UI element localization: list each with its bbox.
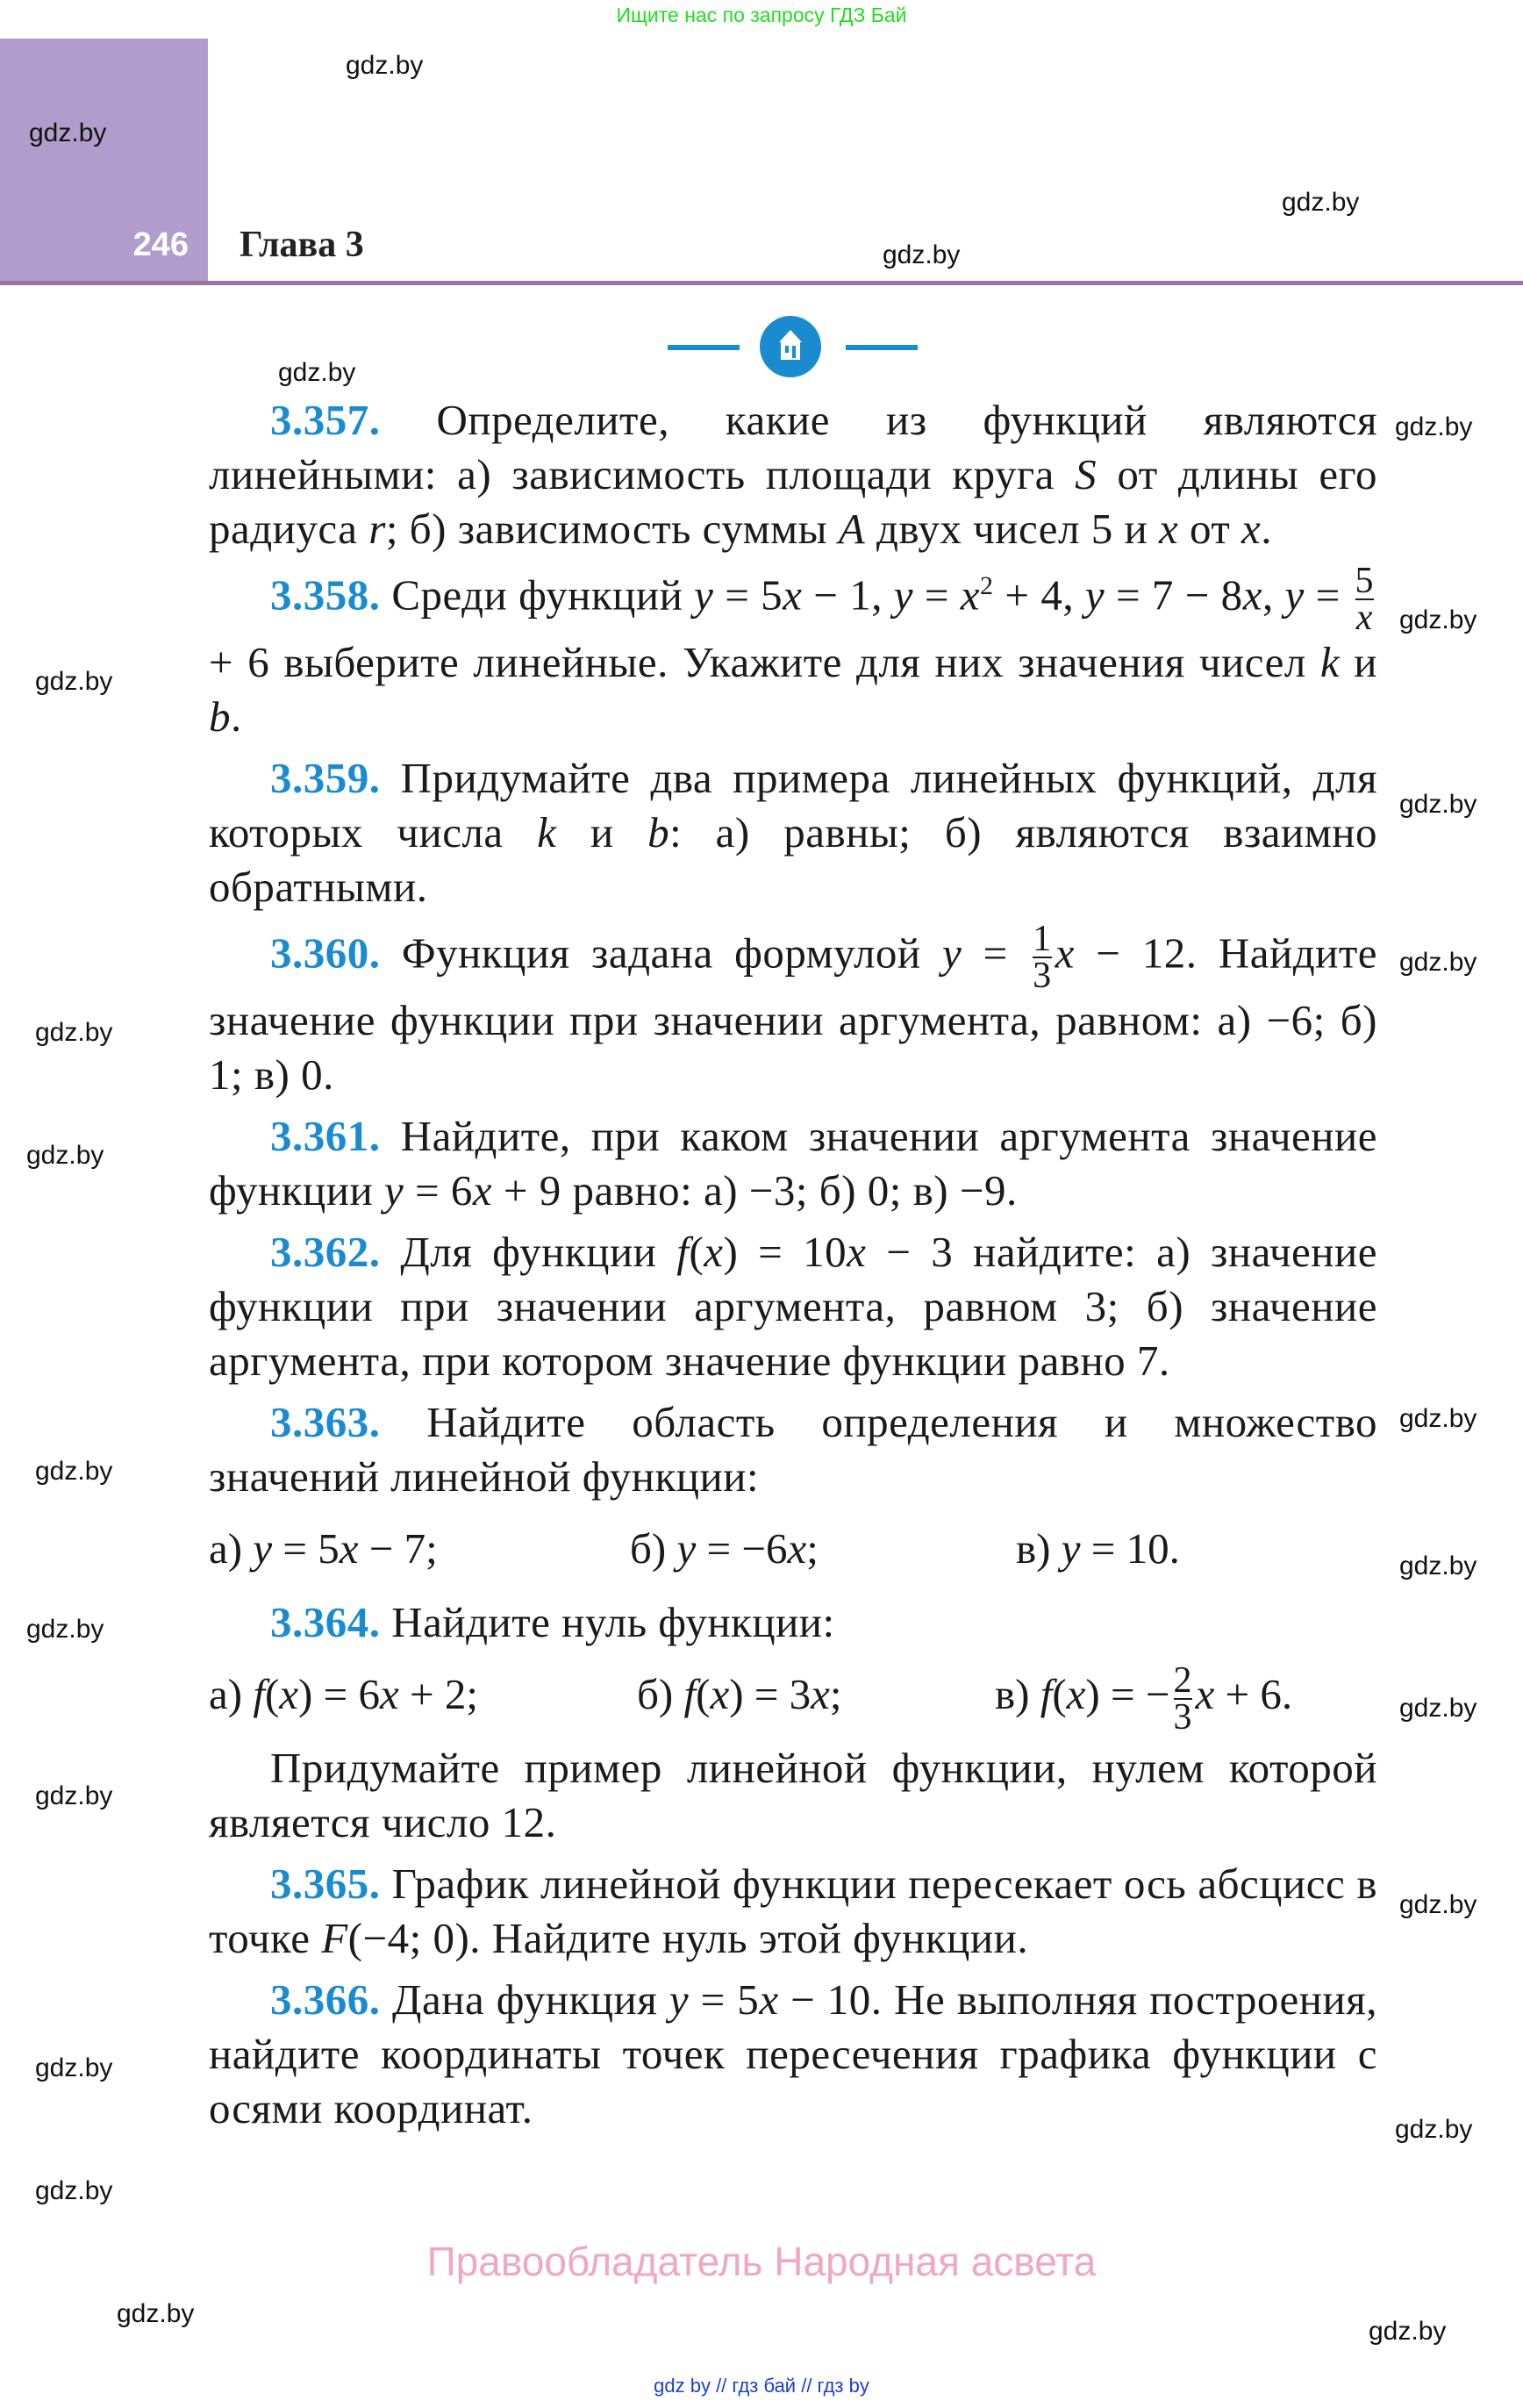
- text-run: − 3 найдите: а) значение функции при значении аргумента, равном 3; б) значение аргумента, при котором значение функции равно 7.: [209, 1228, 1378, 1385]
- text-run: (: [696, 1670, 711, 1718]
- text-run: б): [630, 1524, 677, 1573]
- text-run: + 9 равно: а) −3; б) 0; в) −9.: [492, 1166, 1018, 1215]
- exercise: [209, 1595, 1377, 1650]
- section-line-left: [668, 345, 740, 350]
- text-run: ) = 10: [723, 1228, 847, 1276]
- exercise-number: 3.361.: [270, 1112, 381, 1160]
- watermark: gdz.by: [35, 2053, 113, 2082]
- text-run: График линейной функции пересекает ось абсцисс в точке: [209, 1860, 1378, 1962]
- text-run: Для функции: [400, 1228, 677, 1276]
- exercise-number: 3.362.: [270, 1228, 381, 1276]
- math-variable: x: [847, 1228, 867, 1276]
- text-run: − 12. Найдите значение функции при значении аргумента, равном: а) −6; б) 1; в) 0.: [209, 928, 1378, 1099]
- text-run: б): [637, 1670, 684, 1718]
- exercise-extra: Придумайте пример линейной функции, нулем которой является число 12.: [209, 1744, 1377, 1846]
- exercise-number: 3.366.: [270, 1975, 381, 2024]
- math-variable: x: [379, 1670, 399, 1718]
- text-run: Найдите, при каком значении аргумента значение функции: [209, 1112, 1378, 1215]
- copyright-notice: Правообладатель Народная асвета: [426, 2239, 1097, 2284]
- home-icon: [760, 316, 821, 377]
- section-line-right: [846, 345, 918, 350]
- exercise-number: 3.364.: [270, 1598, 381, 1646]
- text-run: − 1,: [802, 570, 894, 620]
- math-variable: x: [1055, 928, 1075, 978]
- text-run: Среди функций: [391, 570, 695, 620]
- text-run: (: [689, 1228, 704, 1276]
- math-variable: f: [683, 1670, 697, 1718]
- math-variable: F: [321, 1914, 348, 1962]
- math-variable: y: [383, 1166, 404, 1215]
- math-variable: x: [811, 1670, 830, 1718]
- exercise-option: [637, 1657, 842, 1732]
- text-run: ;: [829, 1670, 842, 1718]
- text-run: + 6.: [1214, 1670, 1293, 1718]
- math-variable: x: [1242, 570, 1262, 620]
- fraction: [1173, 1659, 1192, 1738]
- math-variable: x: [1066, 1670, 1086, 1718]
- exercise-options: [209, 1511, 1377, 1587]
- text-run: Найдите область определения и множество значений линейной функции:: [209, 1398, 1378, 1501]
- fraction-numerator: 5: [1355, 561, 1375, 601]
- watermark: gdz.by: [1395, 412, 1473, 441]
- exercise: [209, 1973, 1377, 2136]
- text-run: (−4; 0). Найдите нуль этой функции.: [347, 1914, 1029, 1962]
- watermark: gdz.by: [1399, 1552, 1477, 1580]
- exercise-option: [630, 1511, 819, 1587]
- watermark: gdz.by: [35, 1018, 113, 1047]
- fraction: [1033, 919, 1052, 996]
- text-run: = 5: [689, 1975, 760, 2024]
- exercise-list: [209, 393, 1377, 2143]
- watermark: gdz.by: [35, 667, 113, 696]
- text-run: в): [995, 1670, 1040, 1718]
- watermark: gdz.by: [1399, 948, 1477, 977]
- math-variable: x: [279, 1670, 299, 1718]
- exercise-option: [209, 1657, 478, 1732]
- watermark: gdz.by: [26, 1615, 104, 1644]
- text-run: ) = 6: [298, 1670, 380, 1718]
- watermark: gdz.by: [346, 51, 424, 80]
- math-variable: x: [1195, 1670, 1215, 1718]
- text-run: .: [1261, 505, 1273, 553]
- text-run: : а) равны; б) являются взаимно обратными.: [209, 808, 1377, 911]
- math-variable: S: [1075, 450, 1098, 498]
- watermark: gdz.by: [35, 1781, 113, 1810]
- text-run: =: [962, 928, 1030, 978]
- exercise: [209, 1395, 1377, 1504]
- math-variable: k: [537, 808, 557, 856]
- text-run: = −6: [696, 1524, 788, 1573]
- watermark: gdz.by: [1399, 1404, 1477, 1433]
- text-run: .: [231, 692, 242, 741]
- math-variable: x: [787, 1524, 807, 1573]
- text-run: ) = −: [1085, 1670, 1170, 1718]
- exercise-number: 3.359.: [270, 754, 381, 802]
- text-run: = 5: [272, 1524, 340, 1573]
- text-run: Найдите нуль функции:: [391, 1598, 835, 1646]
- text-run: Придумайте два примера линейных функций, для которых числа: [209, 754, 1378, 856]
- text-run: ,: [1262, 570, 1285, 620]
- math-variable: y: [1084, 570, 1105, 620]
- text-run: от длины его радиуса: [209, 450, 1377, 553]
- watermark: gdz.by: [1369, 2317, 1447, 2346]
- math-variable: f: [676, 1228, 690, 1276]
- fraction-denominator: 3: [1173, 1696, 1192, 1738]
- watermark: gdz.by: [26, 1141, 104, 1170]
- fraction: [1355, 561, 1375, 638]
- math-variable: x: [759, 1975, 779, 2024]
- watermark: gdz.by: [1399, 790, 1477, 819]
- text-run: + 4,: [993, 570, 1085, 620]
- watermark: gdz.by: [1399, 606, 1477, 634]
- math-variable: y: [694, 570, 714, 620]
- text-run: =: [1304, 570, 1352, 620]
- text-run: = 7 − 8: [1105, 570, 1243, 620]
- text-run: − 10. Не выполняя построения, найдите координаты точек пересечения графика функции с осями координат.: [209, 1975, 1377, 2132]
- math-variable: x: [339, 1524, 359, 1573]
- math-variable: x: [472, 1166, 493, 1215]
- watermark: gdz.by: [117, 2299, 195, 2328]
- exercise: [209, 1857, 1377, 1966]
- text-run: = 5: [713, 570, 783, 620]
- footer-links[interactable]: gdz by // гдз бай // гдз by: [654, 2375, 869, 2397]
- text-run: (: [264, 1670, 280, 1718]
- exercise-option: [1016, 1511, 1180, 1587]
- math-variable: x: [960, 570, 981, 620]
- text-run: = 10.: [1080, 1524, 1180, 1573]
- exercise: [209, 393, 1377, 556]
- math-variable: x: [1241, 505, 1262, 553]
- text-run: ) = 3: [729, 1670, 812, 1718]
- text-run: + 2;: [398, 1670, 478, 1718]
- math-variable: y: [893, 570, 914, 620]
- exponent: 2: [980, 570, 994, 600]
- math-variable: A: [838, 505, 866, 553]
- exercise: [209, 1225, 1377, 1388]
- math-variable: y: [941, 928, 962, 978]
- header-divider: [0, 281, 1523, 285]
- text-run: а): [209, 1670, 254, 1718]
- fraction-numerator: 2: [1173, 1659, 1192, 1701]
- exercise-options: [209, 1657, 1377, 1738]
- math-variable: k: [1319, 638, 1341, 686]
- text-run: двух чисел 5 и: [865, 505, 1159, 553]
- watermark: gdz.by: [1399, 1694, 1477, 1723]
- math-variable: b: [647, 808, 670, 856]
- math-variable: f: [253, 1670, 265, 1718]
- math-variable: b: [209, 692, 231, 741]
- text-run: от: [1178, 505, 1242, 553]
- text-run: ; б) зависимость суммы: [385, 505, 839, 553]
- watermark: gdz.by: [35, 2176, 113, 2205]
- text-run: = 6: [404, 1166, 473, 1215]
- text-run: в): [1016, 1524, 1062, 1573]
- watermark: gdz.by: [35, 1457, 113, 1486]
- exercise-number: 3.358.: [270, 570, 381, 620]
- text-run: Дана функция: [392, 1975, 669, 2024]
- exercise: [209, 751, 1377, 914]
- exercise-number: 3.360.: [270, 928, 381, 978]
- watermark: gdz.by: [1395, 2115, 1473, 2144]
- math-variable: y: [253, 1524, 273, 1573]
- text-run: =: [913, 570, 961, 620]
- exercise-number: 3.365.: [270, 1860, 381, 1908]
- math-variable: x: [783, 570, 803, 620]
- exercise-option: [209, 1511, 438, 1587]
- math-variable: y: [676, 1524, 697, 1573]
- math-variable: y: [669, 1975, 690, 2024]
- text-run: и: [1340, 638, 1377, 686]
- math-variable: y: [1284, 570, 1305, 620]
- math-variable: x: [710, 1670, 730, 1718]
- text-run: ;: [806, 1524, 819, 1573]
- text-run: (: [1052, 1670, 1067, 1718]
- fraction-numerator: 1: [1033, 919, 1052, 959]
- exercise: [209, 921, 1377, 1102]
- text-run: а): [209, 1524, 254, 1573]
- fraction-denominator: x: [1355, 598, 1373, 638]
- exercise: [209, 1109, 1377, 1218]
- watermark: gdz.by: [278, 358, 356, 387]
- fraction-denominator: 3: [1033, 956, 1052, 996]
- math-variable: x: [1158, 505, 1179, 553]
- exercise: [209, 563, 1377, 744]
- text-run: и: [556, 808, 648, 856]
- math-variable: y: [1061, 1524, 1081, 1573]
- exercise-option: [995, 1657, 1293, 1738]
- search-hint-banner: Ищите нас по запросу ГДЗ Бай: [616, 4, 907, 26]
- watermark: gdz.by: [883, 240, 961, 269]
- watermark: gdz.by: [1282, 188, 1360, 217]
- text-run: Определите, какие из функций являются линейными: а) зависимость площади круга: [209, 396, 1377, 498]
- chapter-title: Глава 3: [240, 225, 364, 265]
- page-number: 246: [132, 226, 189, 263]
- text-run: Функция задана формулой: [401, 928, 942, 978]
- exercise-number: 3.363.: [270, 1398, 381, 1446]
- math-variable: f: [1040, 1670, 1053, 1718]
- text-run: − 7;: [358, 1524, 438, 1573]
- exercise-number: 3.357.: [270, 396, 381, 444]
- watermark: gdz.by: [1399, 1890, 1477, 1919]
- text-run: + 6 выберите линейные. Укажите для них значения чисел: [209, 638, 1320, 686]
- math-variable: x: [704, 1228, 724, 1276]
- watermark: gdz.by: [29, 118, 107, 147]
- math-variable: r: [368, 505, 386, 553]
